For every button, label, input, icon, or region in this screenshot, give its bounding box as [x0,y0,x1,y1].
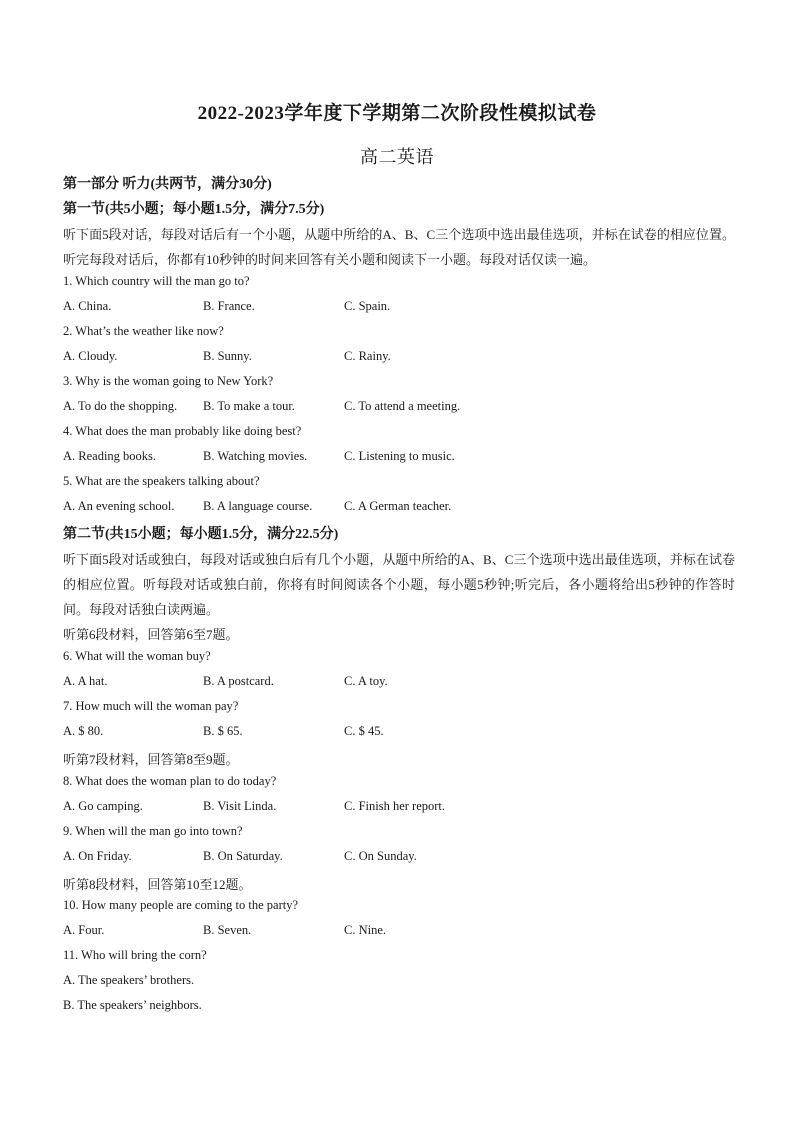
q9-option-c: C. On Sunday. [344,849,417,863]
q11-option-a: A. The speakers’ brothers. [63,973,195,987]
exam-subtitle: 高二英语 [360,147,434,167]
q7-option-b: B. $ 65. [203,724,243,738]
question-4: 4. What does the man probably like doing best? [63,424,302,438]
q4-option-a: A. Reading books. [63,449,157,463]
q9-option-b: B. On Saturday. [203,849,283,863]
question-7: 7. How much will the woman pay? [63,699,239,713]
question-5: 5. What are the speakers talking about? [63,474,260,488]
q6-option-a: A. A hat. [63,674,108,688]
q10-option-b: B. Seven. [203,923,252,937]
q1-option-a: A. China. [63,299,112,313]
exam-title: 2022-2023学年度下学期第二次阶段性模拟试卷 [197,103,597,124]
q2-option-c: C. Rainy. [344,349,391,363]
q7-option-a: A. $ 80. [63,724,104,738]
q10-option-a: A. Four. [63,923,105,937]
section2-instructions: 听下面5段对话或独白，每段对话或独白后有几个小题，从题中所给的A、B、C三个选项中选出最佳选项，并标在试卷的相应位置。听每段对话或独白前，你将有时间阅读各个小题，每小题5秒钟;听完后，各小题将给出5秒钟的作答时间。每段对话独白读两遍。 [63,552,735,617]
q3-option-a: A. To do the shopping. [63,399,178,413]
material-6-note: 听第6段材料，回答第6至7题。 [63,627,239,642]
q8-option-a: A. Go camping. [63,799,143,813]
question-3: 3. Why is the woman going to New York? [63,374,274,388]
q2-option-a: A. Cloudy. [63,349,118,363]
question-11: 11. Who will bring the corn? [63,948,207,962]
q4-option-c: C. Listening to music. [344,449,455,463]
q5-option-a: A. An evening school. [63,499,175,513]
section1-instructions: 听下面5段对话，每段对话后有一个小题，从题中所给的A、B、C三个选项中选出最佳选项，并标在试卷的相应位置。听完每段对话后，你都有10秒钟的时间来回答有关小题和阅读下一小题。每段对话仅读一遍。 [63,227,735,267]
q5-option-b: B. A language course. [203,499,313,513]
question-1: 1. Which country will the man go to? [63,274,250,288]
question-8: 8. What does the woman plan to do today? [63,774,277,788]
question-2: 2. What’s the weather like now? [63,324,224,338]
q10-option-c: C. Nine. [344,923,387,937]
q2-option-b: B. Sunny. [203,349,252,363]
q7-option-c: C. $ 45. [344,724,384,738]
q6-option-b: B. A postcard. [203,674,274,688]
q1-option-c: C. Spain. [344,299,391,313]
q3-option-b: B. To make a tour. [203,399,295,413]
section2-heading: 第二节(共15小题；每小题1.5分，满分22.5分) [63,527,339,542]
question-10: 10. How many people are coming to the party? [63,898,298,912]
q3-option-c: C. To attend a meeting. [344,399,461,413]
question-9: 9. When will the man go into town? [63,824,243,838]
material-8-note: 听第8段材料，回答第10至12题。 [63,877,252,892]
part1-heading: 第一部分 听力(共两节，满分30分) [63,177,272,192]
q9-option-a: A. On Friday. [63,849,132,863]
section1-heading: 第一节(共5小题；每小题1.5分，满分7.5分) [63,202,325,217]
q1-option-b: B. France. [203,299,255,313]
q5-option-c: C. A German teacher. [344,499,452,513]
q8-option-b: B. Visit Linda. [203,799,277,813]
question-6: 6. What will the woman buy? [63,649,211,663]
q11-option-b: B. The speakers’ neighbors. [63,998,202,1012]
q4-option-b: B. Watching movies. [203,449,308,463]
q8-option-c: C. Finish her report. [344,799,446,813]
material-7-note: 听第7段材料，回答第8至9题。 [63,752,239,767]
q6-option-c: C. A toy. [344,674,388,688]
